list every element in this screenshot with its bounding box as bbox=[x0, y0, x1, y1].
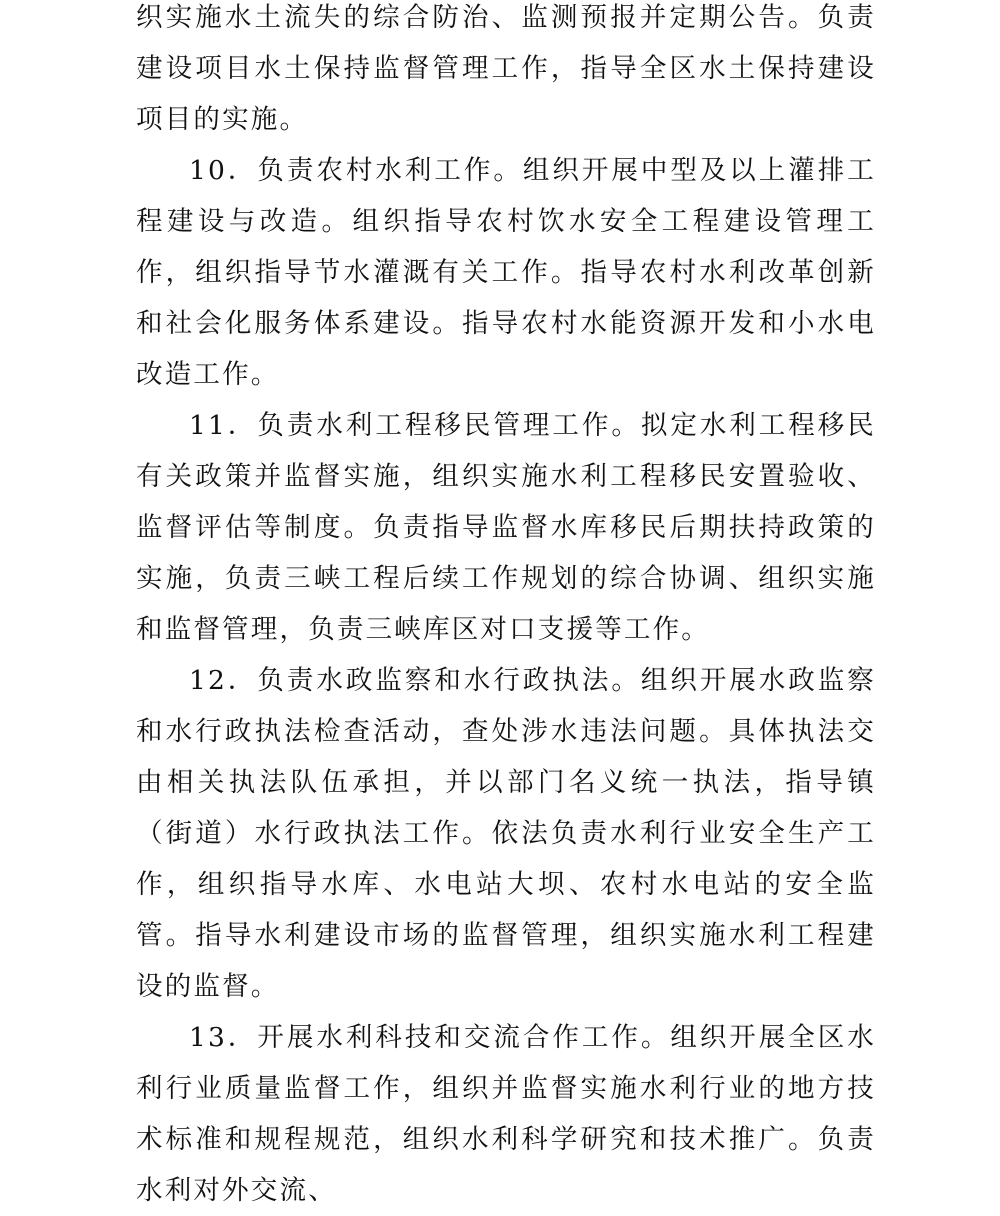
paragraph-continuation: 织实施水土流失的综合防治、监测预报并定期公告。负责建设项目水土保持监督管理工作，指导全区水土保持建设项目的实施。 bbox=[136, 2, 876, 135]
paragraph-item-12: 12．负责水政监察和水行政执法。组织开展水政监察和水行政执法检查活动，查处涉水违法问题。具体执法交由相关执法队伍承担，并以部门名义统一执法，指导镇（街道）水行政执法工作。依法负责水利行业安全生产工作，组织指导水库、水电站大坝、农村水电站的安全监管。指导水利建设市场的监督管理，组织实施水利工程建设的监督。 bbox=[136, 665, 876, 1002]
paragraph-item-11: 11．负责水利工程移民管理工作。拟定水利工程移民有关政策并监督实施，组织实施水利工程移民安置验收、监督评估等制度。负责指导监督水库移民后期扶持政策的实施，负责三峡工程后续工作规划的综合协调、组织实施和监督管理，负责三峡库区对口支援等工作。 bbox=[136, 410, 876, 645]
paragraph-item-10: 10．负责农村水利工作。组织开展中型及以上灌排工程建设与改造。组织指导农村饮水安全工程建设管理工作，组织指导节水灌溉有关工作。指导农村水利改革创新和社会化服务体系建设。指导农村水能资源开发和小水电改造工作。 bbox=[136, 155, 876, 390]
document-body bbox=[136, 0, 876, 1216]
paragraph-item-13: 13．开展水利科技和交流合作工作。组织开展全区水利行业质量监督工作，组织并监督实施水利行业的地方技术标准和规程规范，组织水利科学研究和技术推广。负责水利对外交流、 bbox=[136, 1022, 876, 1206]
